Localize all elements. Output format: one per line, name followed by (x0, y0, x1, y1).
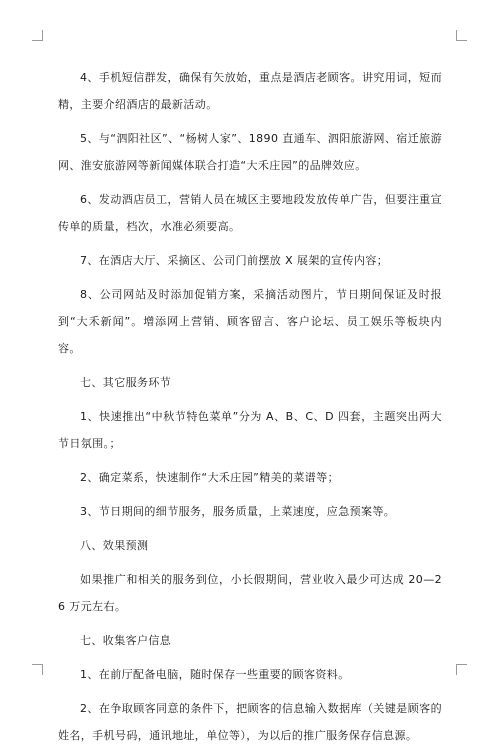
section-heading-effect-forecast: 八、效果预测 (80, 539, 149, 552)
paragraph-collect-1: 1、在前厅配备电脑，随时保存一些重要的顾客资料。 (80, 668, 350, 681)
paragraph-item-7: 7、在酒店大厅、采摘区、公司门前摆放 X 展架的宣传内容； (80, 254, 389, 267)
crop-mark-bottom-left (32, 664, 43, 675)
paragraph-service-3: 3、节日期间的细节服务，服务质量，上菜速度，应急预案等。 (80, 505, 396, 518)
crop-mark-top-left (32, 30, 43, 41)
paragraph-service-1: 1、快速推出“中秋节特色菜单”分为 A、B、C、D 四套，主题突出两大节日氛围。； (58, 410, 442, 450)
crop-mark-bottom-right (456, 664, 467, 675)
paragraph-service-2: 2、确定菜系，快速制作“大禾庄园”精美的菜谱等； (80, 471, 339, 484)
paragraph-item-5: 5、与“泗阳社区”、“杨树人家”、1890 直通车、泗阳旅游网、宿迁旅游网、淮安旅游网等新闻媒体联合打造“大禾庄园”的品牌效应。 (58, 132, 442, 172)
document-body (58, 64, 442, 756)
section-heading-other-services: 七、其它服务环节 (80, 376, 172, 389)
paragraph-item-4: 4、手机短信群发，确保有矢放始，重点是酒店老顾客。讲究用词，短而精，主要介绍酒店的最新活动。 (58, 71, 442, 111)
paragraph-item-8: 8、公司网站及时添加促销方案，采摘活动图片，节日期间保证及时报到“大禾新闻”。增添网上营销、顾客留言、客户论坛、员工娱乐等板块内容。 (58, 288, 442, 355)
crop-mark-top-right (456, 30, 467, 41)
paragraph-collect-2: 2、在争取顾客同意的条件下，把顾客的信息输入数据库（关键是顾客的姓名，手机号码，通讯地址，单位等），为以后的推广服务保存信息源。 (58, 702, 442, 742)
paragraph-item-6: 6、发动酒店员工，营销人员在城区主要地段发放传单广告，但要注重宣传单的质量，档次，水准必须要高。 (58, 193, 442, 233)
paragraph-forecast: 如果推广和相关的服务到位，小长假期间，营业收入最少可达成 20—26 万元左右。 (58, 573, 442, 613)
section-heading-collect-info: 七、收集客户信息 (80, 634, 172, 647)
